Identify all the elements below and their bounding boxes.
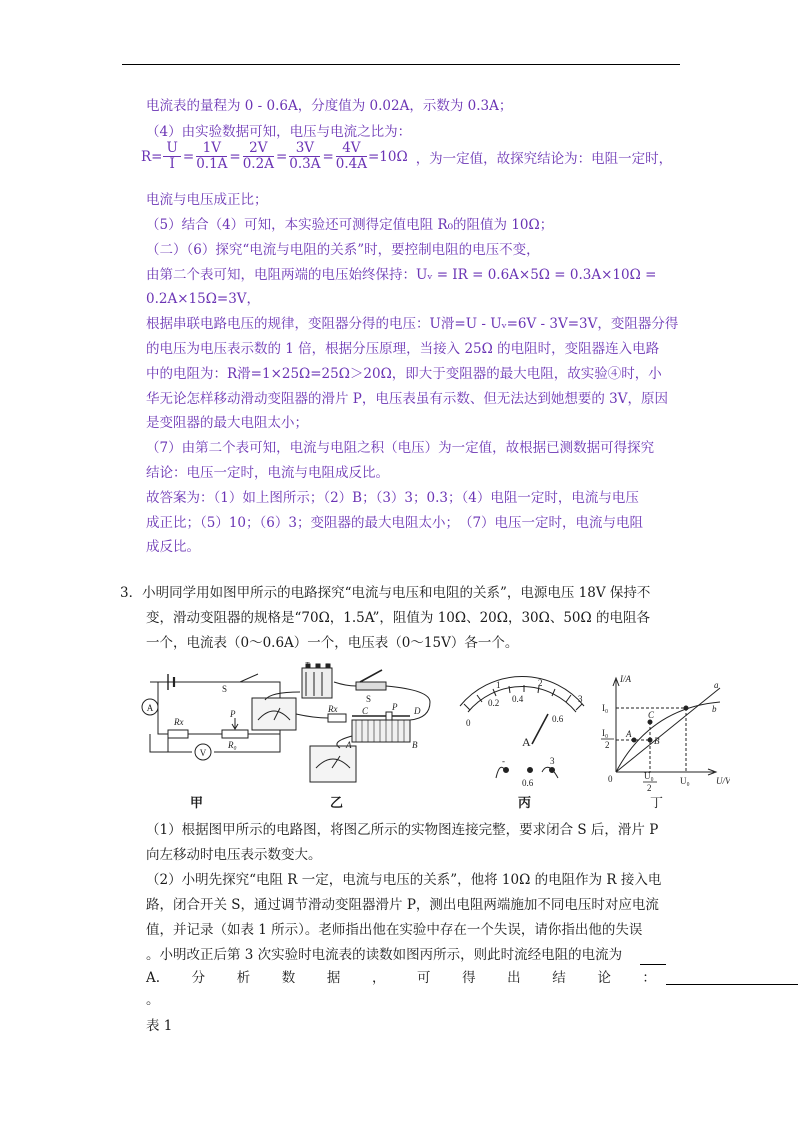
terminal-3: 3 xyxy=(550,756,555,766)
battery-minus: - xyxy=(326,662,329,668)
part1-line-2: 向左移动时电压表示数变大。 xyxy=(146,847,322,863)
graph-curve-b: b xyxy=(712,704,717,714)
solution-line-7: 0.2A×15Ω=3V， xyxy=(146,291,261,307)
graph-u0: U₀ xyxy=(680,776,690,786)
solution-line-1: 电流表的量程为 0 - 0.6A，分度值为 0.02A，示数为 0.3A； xyxy=(146,98,513,114)
solution-line-15: 故答案为：（1）如上图所示；（2）B；（3）3；0.3；（4）电阻一定时，电流与电压 xyxy=(146,490,639,506)
caption-bing: 丙 xyxy=(518,796,532,811)
problem-line-2: 变，滑动变阻器的规格是“70Ω，1.5A”，阻值为 10Ω、20Ω，30Ω、50Ω 的电阻各 xyxy=(146,610,650,626)
yi-c-label: C xyxy=(362,706,369,716)
graph-i0: I₀ xyxy=(602,703,609,713)
table-label: 表 1 xyxy=(146,1018,173,1034)
solution-line-3: 电流与电压成正比； xyxy=(146,192,268,208)
fraction-4: $\frac{4V}{0.4A}$ xyxy=(335,140,367,172)
circuit-figures xyxy=(130,662,730,792)
slider-label: P xyxy=(230,709,236,719)
yi-a-label: A xyxy=(346,740,352,750)
solution-line-13: （7）由第二个表可知，电流与电阻之积（电压）为一定值，故根据已测数据可得探究 xyxy=(146,440,655,456)
iu-graph-ding xyxy=(613,678,720,775)
graph-line-a: a xyxy=(714,680,719,690)
dial-tick-04: 0.4 xyxy=(512,694,524,704)
part2-line-4-text: 。小明改正后第 3 次实验时电流表的读数如图丙所示，则此时流经电阻的电流为 xyxy=(146,947,623,963)
dial-tick-02: 0.2 xyxy=(488,698,500,708)
caption-yi: 乙 xyxy=(330,796,344,811)
caption-ding: 丁 xyxy=(650,796,664,811)
line-a xyxy=(616,688,720,772)
graph-point-b: B xyxy=(654,736,660,746)
yi-rx-label: Rx xyxy=(328,704,338,714)
solution-line-16: 成正比；（5）10；（6）3；变阻器的最大电阻太小； （7）电压一定时，电流与电阻 xyxy=(146,515,644,531)
solution-line-4: （5）结合（4）可知，本实验还可测得定值电阻 R₀的阻值为 10Ω； xyxy=(146,217,554,233)
ammeter-label: A xyxy=(146,703,154,713)
part2-line-2: 路，闭合开关 S，通过调节滑动变阻器滑片 P，测出电阻两端施加不同电压时对应电流 xyxy=(146,897,659,913)
dial-tick-0: 0 xyxy=(466,718,471,728)
graph-u0half-den: 2 xyxy=(647,783,652,792)
part2-line-6: 。 xyxy=(146,992,160,1008)
yi-p-label: P xyxy=(392,702,398,712)
graph-xlabel: U/V xyxy=(716,776,730,786)
dial-tick-1: 1 xyxy=(496,680,501,690)
solution-line-2: （4）由实验数据可知，电压与电流之比为： xyxy=(146,124,412,140)
terminal-06: 0.6 xyxy=(522,778,534,788)
problem-line-3: 一个，电流表（0～0.6A）一个，电压表（0～15V）各一个。 xyxy=(146,635,519,651)
solution-line-17: 成反比。 xyxy=(146,539,200,555)
battery-plus: + xyxy=(305,662,311,668)
formula-tail: ，为一定值，故探究结论为：电阻一定时， xyxy=(415,150,673,167)
voltmeter-label: V xyxy=(199,748,207,758)
solution-line-14: 结论：电压一定时，电流与电阻成反比。 xyxy=(146,465,389,481)
formula-result: =10Ω xyxy=(368,148,408,165)
caption-jia: 甲 xyxy=(190,796,204,811)
header-rule xyxy=(122,64,680,65)
solution-line-5: （二）（6）探究“电流与电阻的关系”时，要控制电阻的电压不变， xyxy=(146,242,540,258)
fraction-2: $\frac{2V}{0.2A}$ xyxy=(242,140,274,172)
graph-point-c: C xyxy=(648,710,655,720)
fraction-u-over-i: $\frac{U}{I}$ xyxy=(163,141,180,172)
switch-label: S xyxy=(222,684,228,694)
dial-tick-06: 0.6 xyxy=(552,714,564,724)
part2-line-3: 值，并记录（如表 1 所示）。老师指出他在实验中存在一个失误，请你指出他的失误 xyxy=(146,922,643,938)
yi-switch-label: S xyxy=(366,694,372,704)
conclusion-answer-blank[interactable] xyxy=(666,970,798,985)
fraction-1: $\frac{1V}{0.1A}$ xyxy=(196,140,228,172)
graph-ylabel: I/A xyxy=(620,674,631,684)
yi-d-label: D xyxy=(414,706,421,716)
solution-line-12: 是变阻器的最大电阻太小； xyxy=(146,415,308,431)
ratio-formula: R= $\frac{U}{I}$ = $\frac{1V}{0.1A}$ = $\frac{2V}{0.2A}$ = $\frac{3V}{0.3A}$ = $\frac{4V}{0.4A}$ =10Ω ，为一定值，故探究结论为：电阻一定时， xyxy=(141,140,673,172)
graph-i0half-den: 2 xyxy=(605,740,610,750)
formula-lhs: R= xyxy=(141,148,163,165)
current-answer-blank[interactable] xyxy=(640,950,666,965)
solution-line-6: 由第二个表可知，电阻两端的电压始终保持：Uᵥ = IR = 0.6A×5Ω = 0.3A×10Ω = xyxy=(146,267,657,283)
r0-label: R₀ xyxy=(228,740,237,750)
dial-tick-3: 3 xyxy=(578,694,583,704)
terminal-neg: - xyxy=(502,756,505,766)
graph-point-a: A xyxy=(626,729,632,739)
problem-line-1: 3．小明同学用如图甲所示的电路探究“电流与电压和电阻的关系”，电源电压 18V 保持不 xyxy=(120,585,651,601)
graph-u0half-num: U₀ xyxy=(644,771,654,781)
solution-line-9: 的电压为电压表示数的 1 倍，根据分压原理，当接入 25Ω 的电阻时，变阻器连入电路 xyxy=(146,341,660,357)
ammeter-dial-bing xyxy=(460,677,584,778)
graph-origin: 0 xyxy=(608,774,613,784)
rx-label: Rx xyxy=(174,717,184,727)
dial-tick-2: 2 xyxy=(538,678,543,688)
part2-line-4 xyxy=(146,945,666,965)
curve-b xyxy=(616,702,720,772)
dial-unit: A xyxy=(522,735,531,749)
graph-i0half-num: I₀ xyxy=(602,728,609,738)
yi-b-label: B xyxy=(412,740,418,750)
solution-line-11: 华无论怎样移动滑动变阻器的滑片 P，电压表虽有示数、但无法达到她想要的 3V，原因 xyxy=(146,391,669,407)
fraction-3: $\frac{3V}{0.3A}$ xyxy=(289,140,321,172)
part2-line-5: A. 分 析 数 据 ， 可 得 出 结 论 ： xyxy=(146,970,656,986)
solution-line-10: 中的电阻为：R滑=1×25Ω=25Ω＞20Ω，即大于变阻器的最大电阻，故实验④时，小 xyxy=(146,366,662,382)
part1-line-1: （1）根据图甲所示的电路图，将图乙所示的实物图连接完整，要求闭合 S 后，滑片 P xyxy=(146,822,659,838)
solution-line-8: 根据串联电路电压的规律，变阻器分得的电压：U滑=U - Uᵥ=6V - 3V=3V，变阻器分得 xyxy=(146,316,679,332)
part2-line-1: （2）小明先探究“电阻 R 一定，电流与电压的关系”，他将 10Ω 的电阻作为 R 接入电 xyxy=(146,872,662,888)
